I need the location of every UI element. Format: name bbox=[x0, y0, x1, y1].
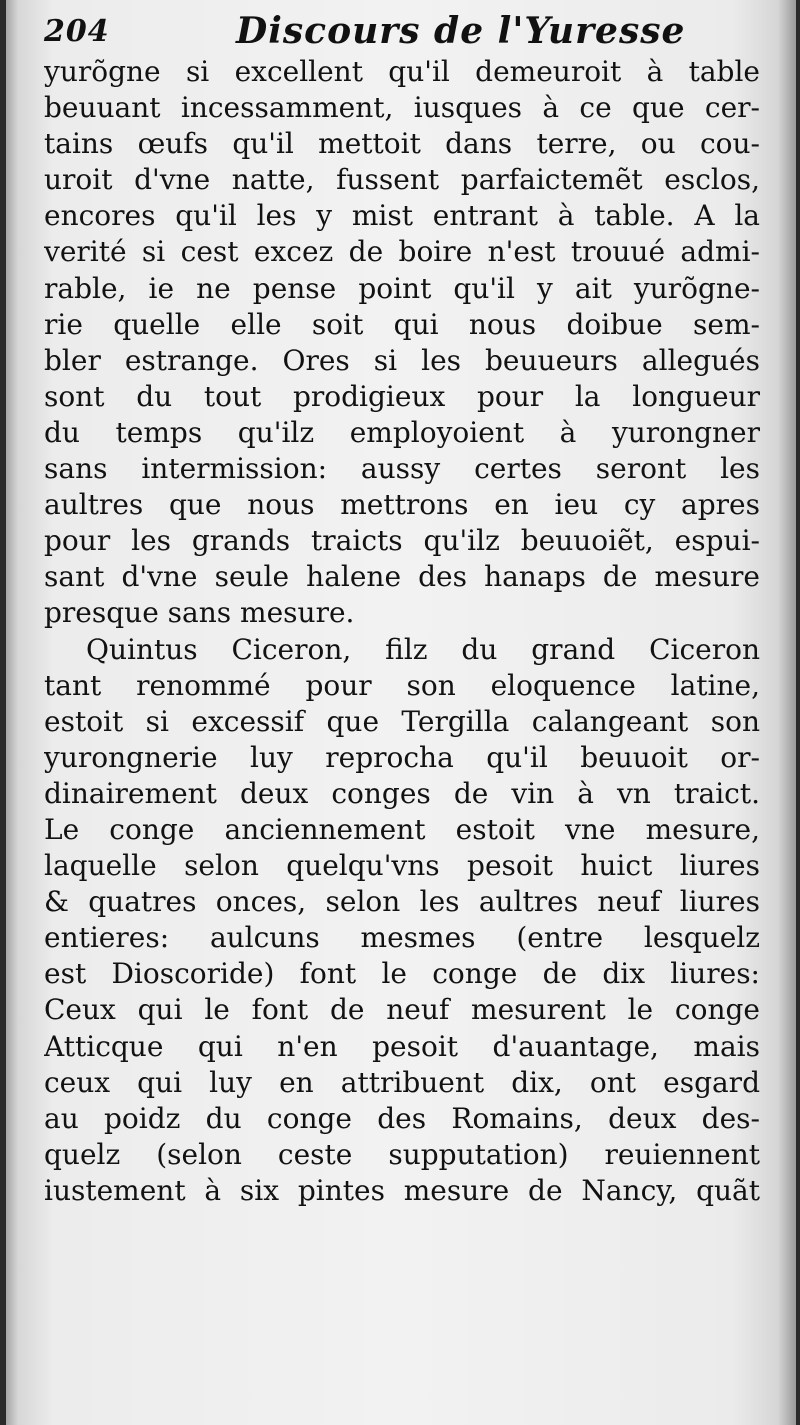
page-number: 204 bbox=[44, 14, 110, 49]
text-line: aultres que nous mettrons en ieu cy apres bbox=[44, 488, 760, 522]
text-line: verité si cest excez de boire n'est trouué admi- bbox=[44, 235, 760, 269]
text-line: tains œufs qu'il mettoit dans terre, ou cou- bbox=[44, 127, 760, 161]
text-line: Ceux qui le font de neuf mesurent le conge bbox=[44, 993, 760, 1027]
text-line: sant d'vne seule halene des hanaps de mesure bbox=[44, 560, 760, 594]
text-line: encores qu'il les y mist entrant à table. A la bbox=[44, 199, 760, 233]
text-line: presque sans mesure. bbox=[44, 596, 355, 630]
text-line: entieres: aulcuns mesmes (entre lesquelz bbox=[44, 921, 760, 955]
text-line: Atticque qui n'en pesoit d'auantage, mais bbox=[44, 1029, 760, 1063]
text-line: rable, ie ne pense point qu'il y ait yurõgne- bbox=[44, 271, 760, 305]
text-line: du temps qu'ilz employoient à yurongner bbox=[44, 415, 760, 449]
gutter-shadow bbox=[6, 0, 18, 1425]
text-line: & quatres onces, selon les aultres neuf liures bbox=[44, 885, 760, 919]
text-line: ceux qui luy en attribuent dix, ont esgard bbox=[44, 1065, 760, 1099]
text-line: pour les grands traicts qu'ilz beuuoiẽt, espui- bbox=[44, 524, 760, 558]
text-line: Le conge anciennement estoit vne mesure, bbox=[44, 812, 760, 846]
text-line: tant renommé pour son eloquence latine, bbox=[44, 668, 760, 702]
book-page bbox=[6, 0, 796, 1425]
paragraph-2 bbox=[44, 632, 760, 1210]
text-line: rie quelle elle soit qui nous doibue sem- bbox=[44, 307, 760, 341]
text-line: yurongnerie luy reprocha qu'il beuuoit or- bbox=[44, 740, 760, 774]
text-line: au poidz du conge des Romains, deux des- bbox=[44, 1101, 760, 1135]
edge-shadow bbox=[778, 0, 796, 1425]
paragraph-1 bbox=[44, 54, 760, 632]
page-header bbox=[36, 8, 756, 56]
text-line: est Dioscoride) font le conge de dix liures: bbox=[44, 957, 760, 991]
text-line: uroit d'vne natte, fussent parfaictemẽt esclos, bbox=[44, 163, 760, 197]
text-line: sans intermission: aussy certes seront les bbox=[44, 452, 760, 486]
text-line: bler estrange. Ores si les beuueurs allegués bbox=[44, 343, 760, 377]
text-line: Quintus Ciceron, filz du grand Ciceron bbox=[86, 632, 760, 666]
text-line: sont du tout prodigieux pour la longueur bbox=[44, 379, 760, 413]
text-line: quelz (selon ceste supputation) reuiennent bbox=[44, 1137, 760, 1171]
text-line: iustement à six pintes mesure de Nancy, quãt bbox=[44, 1173, 760, 1207]
text-line: yurõgne si excellent qu'il demeuroit à table bbox=[44, 55, 760, 88]
text-line: dinairement deux conges de vin à vn traict. bbox=[44, 776, 760, 810]
body-text bbox=[44, 54, 760, 1209]
text-line: estoit si excessif que Tergilla calangeant son bbox=[44, 704, 760, 738]
text-line: beuuant incessamment, iusques à ce que cer- bbox=[44, 91, 760, 125]
text-line: laquelle selon quelqu'vns pesoit huict liures bbox=[44, 849, 760, 883]
running-title: Discours de l'Yuresse bbox=[236, 10, 686, 52]
